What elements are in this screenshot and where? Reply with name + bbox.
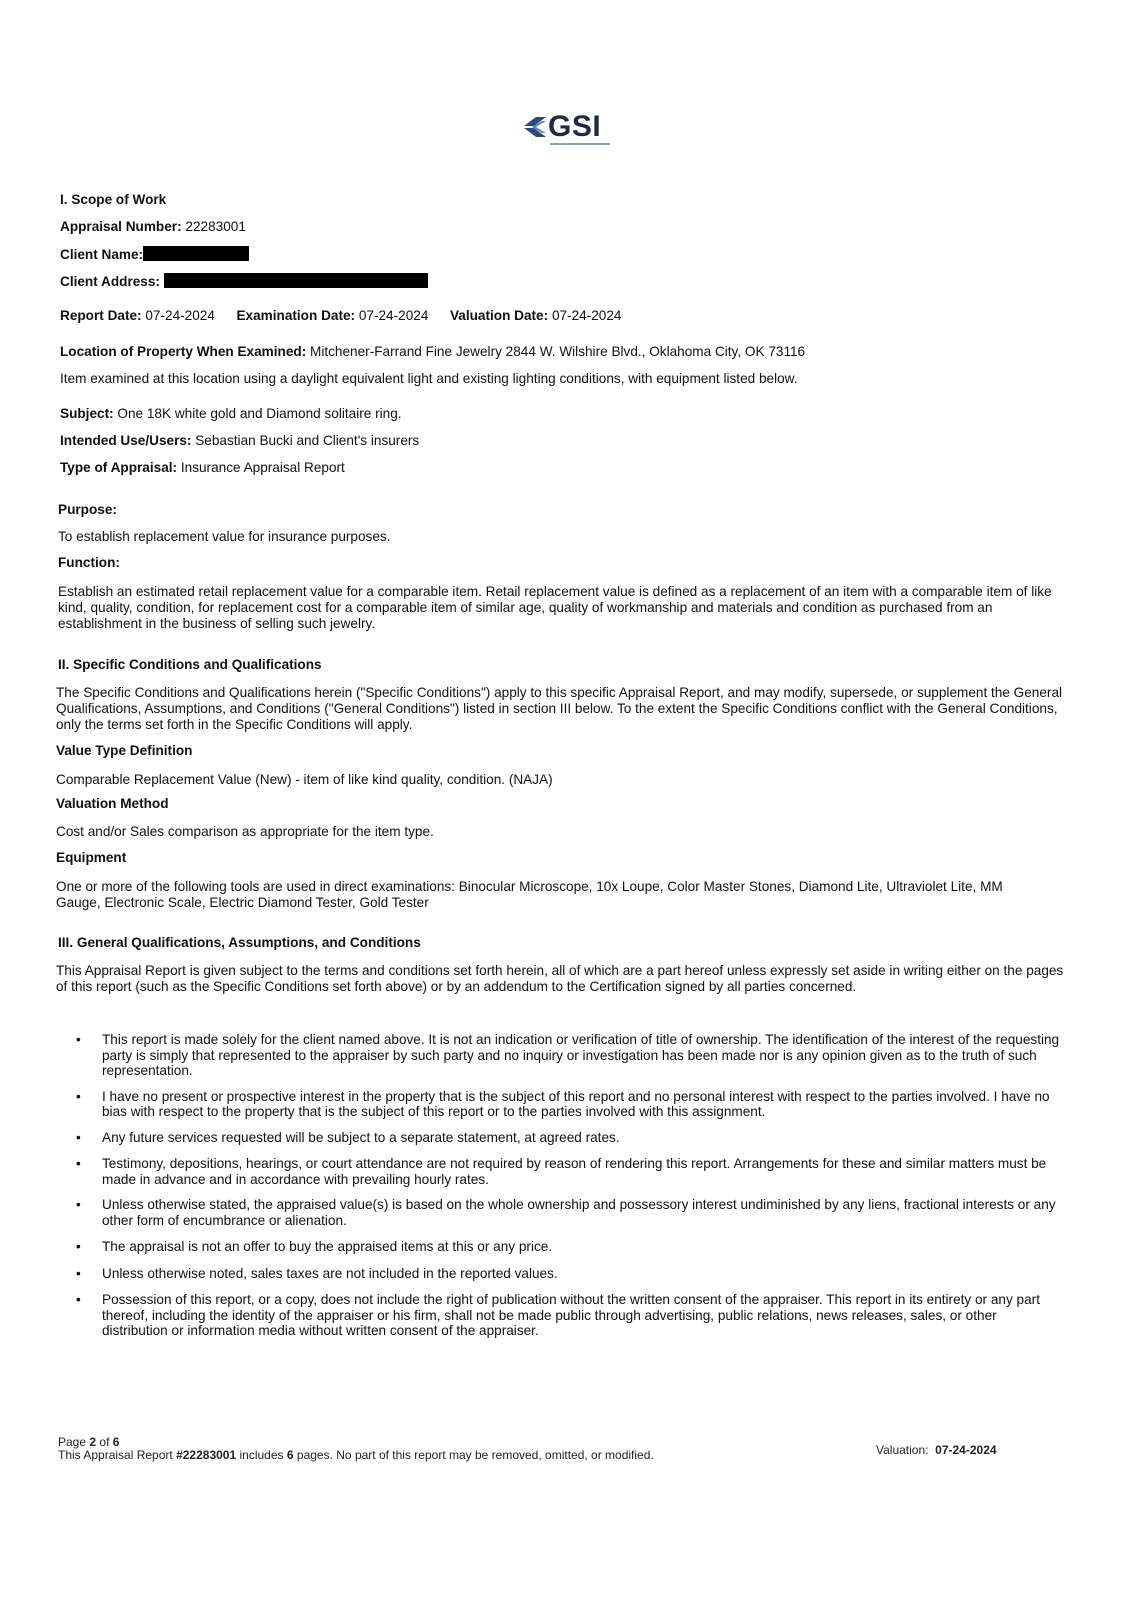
gsi-chevron-icon <box>522 114 548 142</box>
page-current: 2 <box>89 1435 97 1449</box>
condition-item: • Unless otherwise stated, the appraised value(s) is based on the whole ownership and possessory interest undiminished by any liens, fractional interests or any other form of encumbrance or alienation. <box>74 1197 1064 1228</box>
valuation-method-label: Valuation Method <box>56 796 169 811</box>
dates-row <box>60 308 621 323</box>
footer-valuation <box>876 1443 997 1457</box>
logo-tagline-line <box>550 143 610 145</box>
scope-heading: I. Scope of Work <box>60 192 167 207</box>
condition-item: • Testimony, depositions, hearings, or court attendance are not required by reason of rendering this report. Arrangements for these and similar matters must be made in advance and in accordance with prevailing hourly rates. <box>74 1156 1064 1187</box>
logo-text: GSI <box>548 110 602 143</box>
function-label: Function: <box>58 555 120 570</box>
function-text: Establish an estimated retail replacement value for a comparable item. Retail replacement value is defined as a replacement of an item with a comparable item of like kind, quality, condition, for replacement cost for a comparable item of similar age, quality of workmanship and materials and condition as purchased from an establishment in the business of selling such jewelry. <box>58 584 1052 631</box>
specific-heading: II. Specific Conditions and Qualifications <box>58 657 322 672</box>
appraisal-number-row <box>60 219 246 234</box>
page-total: 6 <box>112 1435 120 1449</box>
report-notice <box>58 1449 654 1462</box>
report-date-label: Report Date: <box>60 308 142 323</box>
page-prefix: Page <box>58 1435 87 1449</box>
general-heading: III. General Qualifications, Assumptions, and Conditions <box>58 935 421 950</box>
client-name-redaction <box>143 246 249 261</box>
specific-intro: The Specific Conditions and Qualifications herein ("Specific Conditions") apply to this specific Appraisal Report, and may modify, supersede, or supplement the General Qualifications, Assumptions, and Conditions ("General Conditions") listed in section III below. To the extent the Specific Conditions conflict with the General Conditions, only the terms set forth in the Specific Conditions will apply. <box>56 685 1063 732</box>
valuation-date-value: 07-24-2024 <box>551 308 622 323</box>
subject-label: Subject: <box>60 406 114 421</box>
valuation-method-text: Cost and/or Sales comparison as appropriate for the item type. <box>56 824 434 839</box>
intended-use-label: Intended Use/Users: <box>60 433 192 448</box>
page-of: of <box>99 1435 110 1449</box>
client-address-label: Client Address: <box>60 274 160 289</box>
intended-use-value: Sebastian Bucki and Client's insurers <box>195 433 420 448</box>
report-prefix: This Appraisal Report <box>58 1448 173 1462</box>
condition-item: • This report is made solely for the client named above. It is not an indication or verification of title of ownership. The identification of the interest of the requesting party is simply that represented to the appraiser by such party and no inquiry or investigation has been made nor is any opinion given as to the truth of such representation. <box>74 1032 1064 1079</box>
report-includes: includes <box>239 1448 284 1462</box>
report-pages-count: 6 <box>286 1448 294 1462</box>
subject-row <box>60 406 402 421</box>
client-address-redaction <box>164 273 428 288</box>
location-row <box>60 344 805 359</box>
value-type-text: Comparable Replacement Value (New) - item of like kind quality, condition. (NAJA) <box>56 772 553 787</box>
exam-date-label: Examination Date: <box>236 308 356 323</box>
examined-note: Item examined at this location using a daylight equivalent light and existing lighting conditions, with equipment listed below. <box>60 371 798 386</box>
appraisal-number-label: Appraisal Number: <box>60 219 182 234</box>
gsi-logo <box>522 110 612 148</box>
client-name-label: Client Name: <box>60 247 144 262</box>
footer-valuation-label: Valuation: <box>876 1443 929 1457</box>
condition-item: • Possession of this report, or a copy, does not include the right of publication without the written consent of the appraiser. This report in its entirety or any part thereof, including the identity of the appraiser or his firm, shall not be made public through advertising, public relations, news releases, sales, or other distribution or information media without written consent of the appraiser. <box>74 1292 1064 1339</box>
condition-item: • Any future services requested will be subject to a separate statement, at agreed rates. <box>74 1130 1064 1146</box>
equipment-text: One or more of the following tools are used in direct examinations: Binocular Microscope, 10x Loupe, Color Master Stones, Diamond Lite, Ultraviolet Lite, MM Gauge, Electronic Scale, Electric Diamond Tester, Gold Tester <box>56 879 1003 910</box>
condition-item: • The appraisal is not an offer to buy the appraised items at this or any price. <box>74 1239 1064 1255</box>
location-label: Location of Property When Examined: <box>60 344 307 359</box>
condition-item: • I have no present or prospective interest in the property that is the subject of this report and no personal interest with respect to the parties involved. I have no bias with respect to the property that is the subject of this report or to the parties involved with this assignment. <box>74 1089 1064 1120</box>
report-number: #22283001 <box>176 1448 237 1462</box>
condition-item: • Unless otherwise noted, sales taxes are not included in the reported values. <box>74 1266 1064 1282</box>
report-suffix: pages. No part of this report may be removed, omitted, or modified. <box>296 1448 654 1462</box>
valuation-date-label: Valuation Date: <box>449 308 549 323</box>
subject-value: One 18K white gold and Diamond solitaire ring. <box>117 406 402 421</box>
location-value: Mitchener-Farrand Fine Jewelry 2844 W. Wilshire Blvd., Oklahoma City, OK 73116 <box>310 344 806 359</box>
footer-valuation-value: 07-24-2024 <box>935 1443 997 1457</box>
purpose-label: Purpose: <box>58 502 117 517</box>
report-date-value: 07-24-2024 <box>145 308 215 323</box>
footer-page-info <box>58 1436 654 1462</box>
appraisal-type-value: Insurance Appraisal Report <box>180 460 345 475</box>
appraisal-type-label: Type of Appraisal: <box>60 460 178 475</box>
value-type-label: Value Type Definition <box>56 743 193 758</box>
appraisal-number-value: 22283001 <box>185 219 246 234</box>
general-intro: This Appraisal Report is given subject to the terms and conditions set forth herein, all of which are a part hereof unless expressly set aside in writing either on the pages of this report (such as the Specific Conditions set forth above) or by an addendum to the Certification signed by all parties concerned. <box>56 963 1064 994</box>
intended-use-row <box>60 433 419 448</box>
equipment-label: Equipment <box>56 850 127 865</box>
client-address-row <box>60 273 428 289</box>
conditions-list <box>74 1032 1064 1339</box>
purpose-text: To establish replacement value for insurance purposes. <box>58 529 391 544</box>
exam-date-value: 07-24-2024 <box>358 308 429 323</box>
client-name-row <box>60 246 249 262</box>
appraisal-type-row <box>60 460 345 475</box>
